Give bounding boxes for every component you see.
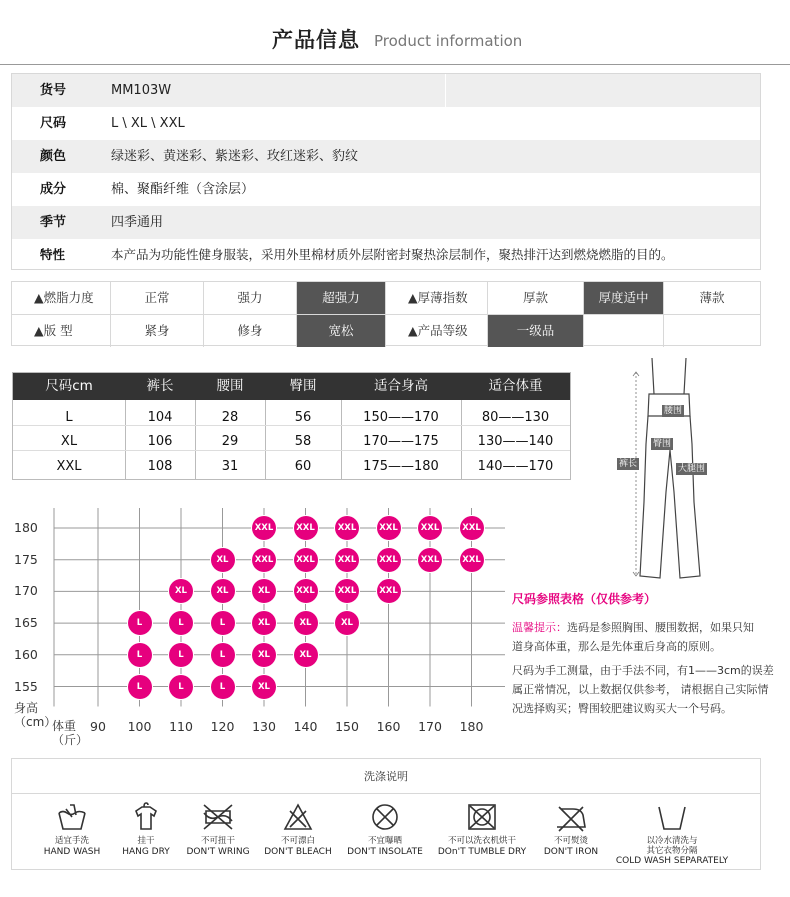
attr-option: 强力 — [204, 282, 297, 314]
care-label-en: DON'T INSOLATE — [347, 847, 423, 857]
care-item-no-iron — [526, 801, 616, 858]
size-cell: 80——130 — [481, 410, 550, 425]
x-tick-label: 160 — [376, 719, 401, 734]
size-marker-label: XL — [258, 649, 270, 660]
size-marker-xxl — [418, 548, 442, 572]
notes-paragraph: 属正常情况，以上数据仅供参考， 请根据自己实际情 — [512, 683, 769, 696]
size-marker-label: XXL — [296, 554, 315, 565]
size-cell: 106 — [147, 434, 173, 449]
size-cell: 60 — [294, 459, 312, 474]
attr-option: 修身 — [204, 315, 297, 347]
attr-option: 正常 — [111, 282, 204, 314]
size-marker-label: XXL — [379, 554, 398, 565]
cold-wash-icon — [654, 801, 690, 833]
size-marker-xxl — [377, 516, 401, 540]
size-marker-xl — [252, 643, 276, 667]
size-marker-label: XL — [175, 586, 187, 597]
size-marker-xl — [169, 579, 193, 603]
size-marker-label: XXL — [296, 523, 315, 533]
no-bleach-icon — [280, 801, 316, 833]
notes-tip-text: 选码是参照胸围、腰围数据，如果只知 — [567, 621, 754, 634]
notes-paragraph: 尺码为手工测量，由于手法不同，有1——3cm的误差 — [512, 664, 774, 677]
y-tick-label: 160 — [14, 646, 38, 662]
attr-option: 薄款 — [699, 290, 725, 305]
size-marker-l — [211, 675, 235, 699]
attr-option-selected: 超强力 — [297, 282, 386, 314]
page-header — [0, 24, 790, 64]
size-notes — [512, 590, 782, 720]
care-label-en: COLD WASH SEPARATELY — [615, 856, 729, 866]
attr-empty-cell — [584, 315, 664, 347]
size-table — [12, 372, 571, 480]
size-header-cell: 适合身高 — [374, 378, 428, 394]
size-marker-label: XXL — [254, 554, 274, 565]
x-tick-label: 130 — [252, 719, 276, 734]
size-marker-l — [128, 675, 152, 699]
size-marker-label: XXL — [462, 523, 481, 533]
size-header-cell: 适合体重 — [488, 378, 543, 394]
info-key: 颜色 — [40, 149, 67, 164]
size-marker-label: L — [219, 649, 226, 660]
attr-option-selected: 厚度适中 — [584, 282, 664, 314]
size-marker-label: XXL — [420, 523, 440, 533]
y-tick-label: 165 — [14, 615, 38, 631]
attr-label-grade: ▲产品等级 — [386, 315, 488, 347]
no-tumble-dry-icon — [464, 801, 500, 833]
care-label-cn: 不可扭干 — [200, 836, 235, 846]
size-marker-label: XL — [299, 649, 312, 660]
size-cell: 140——170 — [477, 459, 554, 474]
size-marker-xxl — [335, 548, 359, 572]
size-marker-label: L — [136, 649, 143, 660]
size-cell: 175——180 — [363, 459, 439, 474]
size-marker-xl — [294, 643, 318, 667]
no-sun-icon — [367, 801, 403, 833]
care-label-cn: 不可漂白 — [280, 836, 315, 846]
size-marker-label: XL — [258, 618, 270, 629]
page-title: 产品信息 — [272, 28, 360, 52]
attr-label-fit: ▲版 型 — [12, 315, 111, 347]
attr-label-fat-burn: ▲燃脂力度 — [12, 282, 111, 314]
info-row-sku — [12, 74, 760, 107]
size-marker-xl — [335, 611, 359, 635]
x-tick-label: 120 — [210, 719, 235, 734]
care-label-cn: 适宜手洗 — [54, 836, 89, 846]
size-marker-label: XXL — [337, 523, 357, 533]
size-chart — [0, 500, 505, 755]
size-cell: 150——170 — [363, 410, 439, 425]
size-cell: 130——140 — [477, 434, 554, 449]
info-row-color — [12, 140, 760, 173]
info-value: MM103W — [111, 83, 172, 98]
attr-option-selected: 宽松 — [297, 315, 386, 347]
care-title: 洗涤说明 — [12, 759, 760, 794]
title-divider — [0, 64, 790, 65]
size-cell: 108 — [147, 459, 173, 474]
garment-diagram — [600, 352, 720, 584]
size-marker-xxl — [377, 548, 401, 572]
size-marker-l — [211, 643, 235, 667]
notes-tip-text: 道身高体重，那么是先体重后身高的原则。 — [512, 640, 721, 653]
size-marker-label: L — [136, 681, 143, 692]
care-label-en: DOn'T TUMBLE DRY — [437, 847, 527, 857]
size-marker-l — [128, 611, 152, 635]
care-label-en: DON'T IRON — [543, 847, 599, 857]
hang-dry-icon — [128, 801, 164, 833]
garment-label-thigh: 大腿围 — [678, 464, 706, 474]
size-marker-l — [211, 611, 235, 635]
info-value: 绿迷彩、黄迷彩、紫迷彩、玫红迷彩、豹纹 — [111, 149, 359, 164]
size-cell: 58 — [294, 434, 312, 449]
size-marker-label: L — [178, 681, 184, 692]
care-label-en: DON'T WRING — [186, 847, 250, 857]
size-marker-xl — [252, 675, 276, 699]
x-tick-label: 170 — [418, 719, 442, 734]
size-marker-label: L — [136, 618, 143, 629]
size-marker-label: L — [219, 681, 226, 692]
y-axis-label: 身高 （cm） — [14, 701, 57, 729]
info-value: L \ XL \ XXL — [111, 116, 185, 131]
info-row-size — [12, 107, 760, 140]
no-iron-icon — [553, 801, 589, 833]
size-marker-l — [169, 643, 193, 667]
size-marker-xxl — [418, 516, 442, 540]
size-cell: L — [65, 410, 73, 425]
size-marker-xl — [252, 611, 276, 635]
x-tick-label: 180 — [459, 719, 484, 734]
info-divider — [445, 74, 446, 140]
page-subtitle: Product information — [374, 32, 523, 50]
info-key: 成分 — [40, 182, 67, 197]
x-tick-label: 140 — [293, 719, 318, 734]
care-item-cold-wash — [607, 801, 737, 867]
size-header-cell: 腰围 — [216, 378, 244, 394]
size-cell: 31 — [221, 459, 239, 474]
care-label-cn: 不可熨烫 — [553, 836, 588, 846]
size-marker-xxl — [335, 579, 359, 603]
size-marker-label: XXL — [379, 523, 398, 533]
garment-label-waist: 腰围 — [664, 406, 683, 416]
info-value: 四季通用 — [111, 215, 164, 230]
attr-option: 厚款 — [488, 282, 584, 314]
care-label-cn: 挂干 — [137, 836, 155, 846]
size-marker-l — [169, 611, 193, 635]
size-marker-label: XL — [258, 681, 270, 692]
size-marker-xxl — [294, 548, 318, 572]
size-marker-label: XXL — [420, 554, 440, 565]
y-tick-label: 180 — [14, 520, 38, 535]
care-label-en: HAND WASH — [43, 847, 101, 857]
size-marker-label: L — [178, 618, 184, 629]
size-header-cell: 尺码cm — [45, 378, 93, 394]
care-label-en: DON'T BLEACH — [264, 847, 332, 857]
info-value: 本产品为功能性健身服装，采用外里棉材质外层附密封聚热涂层制作，聚热排汗达到燃烧燃脂的目的。 — [111, 247, 674, 262]
info-key: 尺码 — [40, 116, 67, 131]
size-marker-xxl — [294, 516, 318, 540]
notes-title: 尺码参照表格（仅供参考） — [512, 592, 657, 606]
size-marker-label: XXL — [337, 554, 357, 565]
size-table-header — [13, 373, 570, 400]
size-marker-label: XL — [341, 618, 353, 629]
care-item-no-sun — [340, 801, 430, 858]
info-key: 季节 — [40, 215, 67, 230]
info-key: 特性 — [40, 247, 66, 262]
info-row-season — [12, 206, 760, 239]
care-label-cn: 不宜曝晒 — [367, 836, 402, 846]
size-marker-l — [169, 675, 193, 699]
size-marker-label: L — [219, 618, 226, 629]
attr-label-thickness: ▲厚薄指数 — [386, 282, 488, 314]
garment-label-hip: 臀围 — [653, 439, 672, 449]
care-item-no-tumble-dry — [437, 801, 527, 858]
size-marker-xxl — [294, 579, 318, 603]
care-item-no-wring — [173, 801, 263, 858]
x-axis-label: 体重 （斤） — [52, 719, 89, 747]
size-marker-xxl — [252, 516, 276, 540]
size-marker-label: XXL — [254, 523, 274, 533]
size-cell: XL — [60, 434, 78, 449]
hand-wash-icon — [54, 801, 90, 833]
notes-tip-label: 温馨提示： — [512, 621, 567, 634]
attr-option-selected: 一级品 — [488, 315, 584, 347]
attribute-grid — [11, 281, 761, 346]
size-marker-xxl — [377, 579, 401, 603]
y-tick-label: 170 — [14, 583, 38, 599]
notes-tip-line — [512, 618, 754, 637]
x-tick-label: 90 — [90, 719, 106, 734]
size-marker-xl — [211, 548, 235, 572]
size-marker-xxl — [460, 516, 484, 540]
size-marker-xl — [294, 611, 318, 635]
product-info-table — [11, 73, 761, 270]
y-tick-label: 155 — [14, 678, 38, 694]
attr-option: 紧身 — [111, 315, 204, 347]
no-wring-icon — [200, 801, 236, 833]
size-marker-label: XL — [216, 586, 229, 597]
size-header-cell: 臀围 — [289, 378, 317, 394]
y-tick-label: 175 — [14, 551, 38, 567]
size-header-cell: 裤长 — [146, 378, 174, 394]
size-marker-label: XXL — [462, 554, 481, 565]
size-cell: 104 — [147, 410, 173, 425]
size-marker-xxl — [335, 516, 359, 540]
info-key: 货号 — [40, 83, 67, 98]
size-cell: 28 — [221, 410, 239, 425]
notes-paragraph: 况选择购买；臀围较肥建议购买大一个号码。 — [512, 702, 732, 715]
size-marker-label: XXL — [296, 586, 315, 597]
size-cell: 29 — [221, 434, 239, 449]
care-label-cn: 不可以洗衣机烘干 — [447, 836, 516, 846]
x-tick-label: 100 — [127, 719, 152, 734]
care-instructions — [11, 758, 761, 870]
size-marker-l — [128, 643, 152, 667]
size-marker-xxl — [460, 548, 484, 572]
size-marker-label: XXL — [337, 586, 357, 597]
info-row-material — [12, 173, 760, 206]
size-marker-label: L — [178, 649, 184, 660]
size-marker-xl — [211, 579, 235, 603]
size-marker-label: XXL — [379, 586, 398, 597]
size-marker-label: XL — [299, 618, 312, 629]
care-item-no-bleach — [253, 801, 343, 858]
size-marker-label: XL — [216, 554, 229, 565]
x-tick-label: 110 — [169, 719, 193, 734]
size-cell: XXL — [56, 459, 82, 474]
info-value: 棉、聚酯纤维（含涂层） — [111, 182, 255, 197]
info-row-feature — [12, 238, 760, 271]
size-marker-label: XL — [258, 586, 270, 597]
size-marker-xl — [252, 579, 276, 603]
size-cell: 56 — [294, 410, 312, 425]
size-marker-xxl — [252, 548, 276, 572]
care-label-cn: 以冷水清洗与 其它衣物分隔 — [646, 836, 698, 856]
size-cell: 170——175 — [363, 434, 439, 449]
care-label-en: HANG DRY — [122, 847, 170, 857]
x-tick-label: 150 — [335, 719, 359, 734]
garment-label-length: 裤长 — [619, 459, 638, 469]
